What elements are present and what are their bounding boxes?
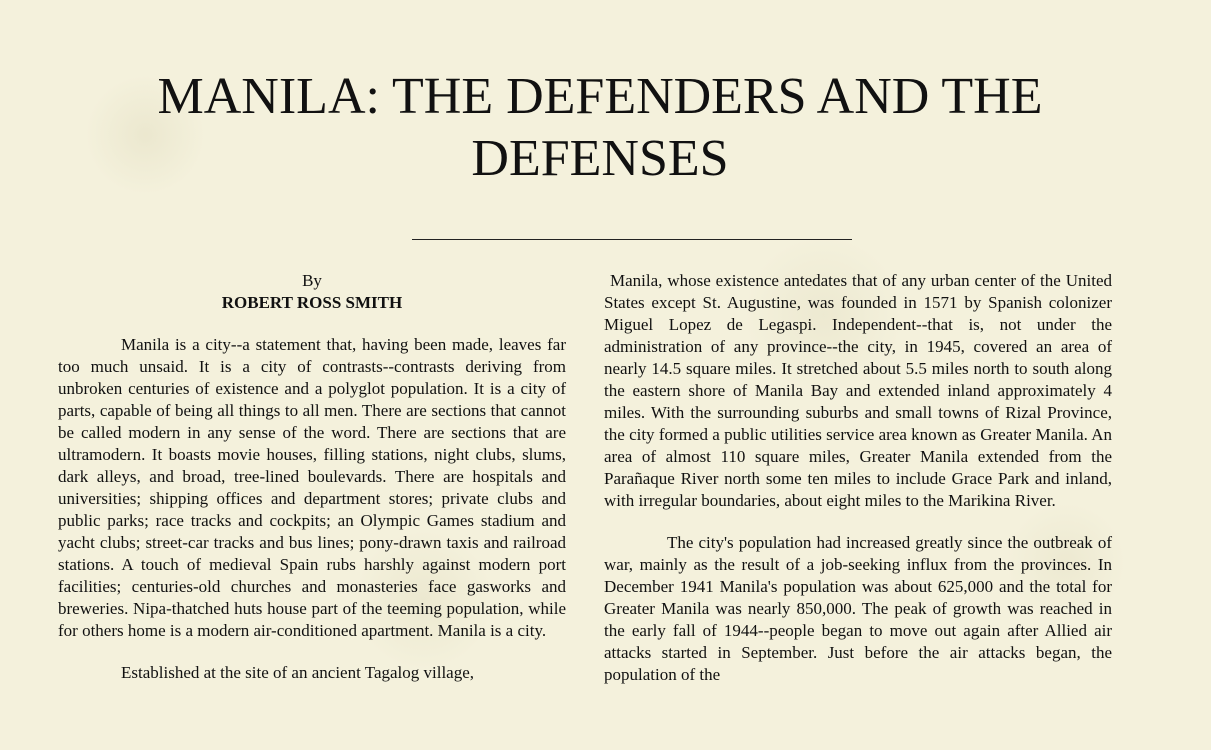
author-name: ROBERT ROSS SMITH	[221, 293, 403, 312]
body-paragraph: The city's population had increased greatly since the outbreak of war, mainly as the result of a job-seeking influx from the provinces. In December 1941 Manila's population was about 625,000 and the total for Greater Manila was nearly 850,000. The peak of growth was reached in the early fall of 1944--people began to move out again after Allied air attacks started in September. Just before the air attacks began, the population of the	[604, 533, 1112, 684]
body-paragraph: Established at the site of an ancient Tagalog village,	[121, 663, 475, 682]
byline: By	[302, 271, 322, 290]
page-title: MANILA: THE DEFENDERS AND THE DEFENSES	[157, 68, 1043, 187]
right-column	[604, 270, 1112, 686]
left-column	[58, 270, 566, 684]
body-paragraph: Manila is a city--a statement that, having been made, leaves far too much unsaid. It is a city of contrasts--contrasts deriving from unbroken centuries of existence and a polyglot population. It is a city of parts, capable of being all things to all men. There are sections that cannot be called modern in any sense of the word. There are sections that are ultramodern. It boasts movie houses, filling stations, night clubs, slums, dark alleys, and broad, tree-lined boulevards. There are hospitals and universities; shipping offices and department stores; private clubs and public parks; race tracks and cockpits; an Olympic Games stadium and yacht clubs; street-car tracks and bus lines; pony-drawn taxis and railroad stations. A touch of medieval Spain rubs harshly against modern port facilities; centuries-old churches and monasteries face gasworks and breweries. Nipa-thatched huts house part of the teeming population, while for others home is a modern air-conditioned apartment. Manila is a city.	[58, 335, 566, 640]
title-divider	[412, 239, 852, 240]
body-paragraph: Manila, whose existence antedates that of any urban center of the United States except St. Augustine, was founded in 1571 by Spanish colonizer Miguel Lopez de Legaspi. Independent--that is, not under the administration of any province--the city, in 1945, covered an area of nearly 14.5 square miles. It stretched about 5.5 miles north to south along the eastern shore of Manila Bay and extended inland approximately 4 miles. With the surrounding suburbs and small towns of Rizal Province, the city formed a public utilities service area known as Greater Manila. An area of almost 110 square miles, Greater Manila extended from the Parañaque River north some ten miles to include Grace Park and inland, with irregular boundaries, about eight miles to the Marikina River.	[604, 271, 1112, 510]
